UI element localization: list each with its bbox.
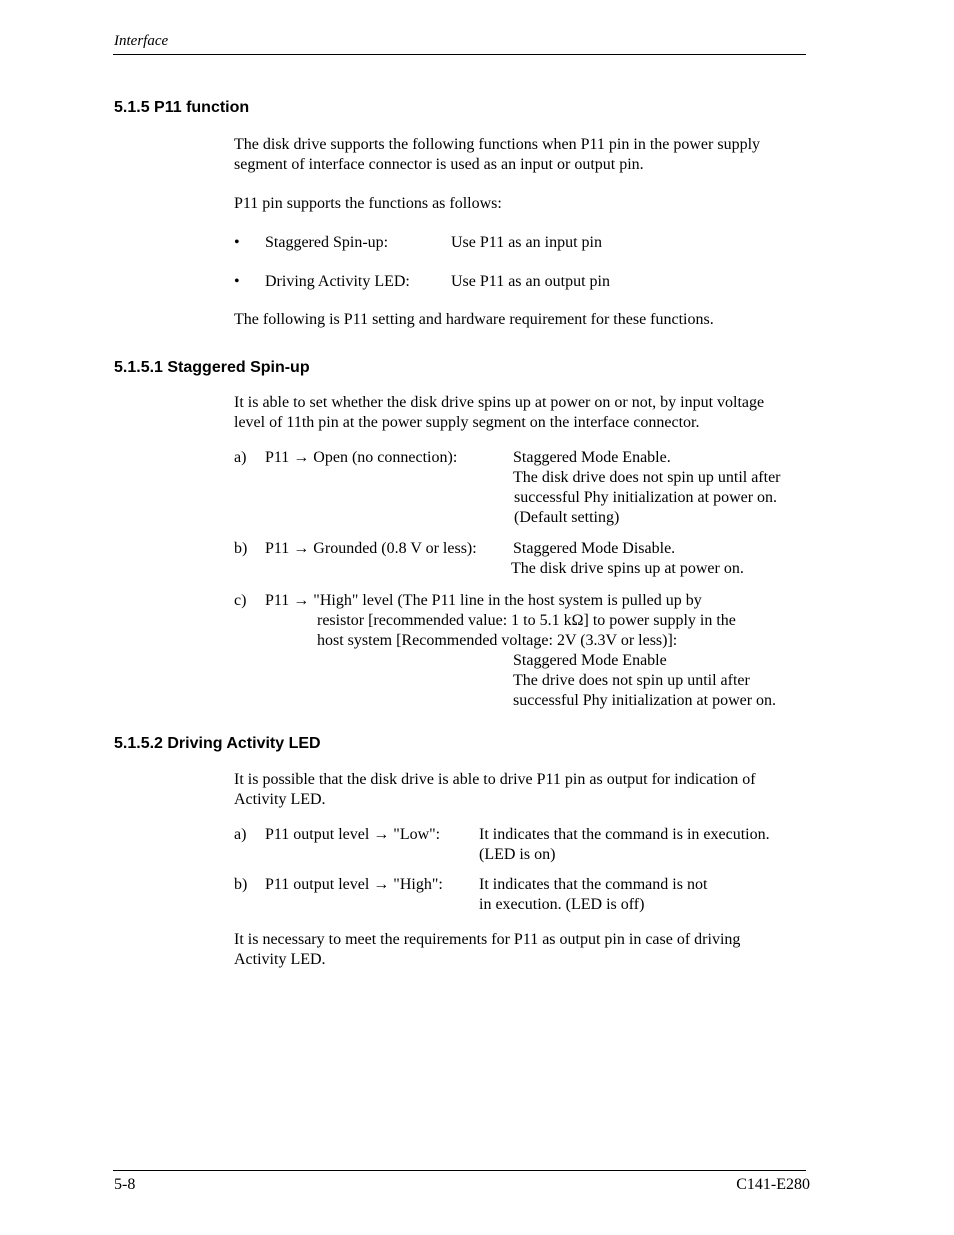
item-description: Staggered Mode Disable.	[513, 540, 676, 557]
bullet-marker: •	[234, 273, 240, 290]
item-condition: resistor [recommended value: 1 to 5.1 kΩ] to power supply in the	[317, 612, 736, 629]
item-marker: b)	[234, 540, 248, 557]
led-heading: 5.1.5.2 Driving Activity LED	[114, 735, 321, 752]
staggered-intro-line-2: level of 11th pin at the power supply segment on the interface connector.	[234, 414, 700, 431]
item-description: It indicates that the command is in execution.	[479, 826, 770, 843]
item-description: It indicates that the command is not	[479, 876, 708, 893]
running-header: Interface	[114, 33, 169, 49]
item-condition: P11 output level → "High":	[265, 876, 443, 893]
item-marker: a)	[234, 449, 247, 466]
function-name: Staggered Spin-up:	[265, 234, 389, 251]
item-description: The disk drive spins up at power on.	[511, 560, 744, 577]
footer-rule	[113, 1170, 806, 1171]
staggered-intro-line-1: It is able to set whether the disk drive spins up at power on or not, by input voltage	[234, 394, 765, 411]
led-closing-line-1: It is necessary to meet the requirements for P11 as output pin in case of driving	[234, 931, 741, 948]
item-condition: P11 → "High" level (The P11 line in the host system is pulled up by	[265, 592, 702, 609]
item-marker: c)	[234, 592, 247, 609]
item-description: (LED is on)	[479, 846, 556, 863]
section-intro-line-1: The disk drive supports the following functions when P11 pin in the power supply	[234, 136, 761, 153]
item-marker: a)	[234, 826, 247, 843]
led-closing-line-2: Activity LED.	[234, 951, 326, 968]
function-name: Driving Activity LED:	[265, 273, 410, 290]
item-description: The drive does not spin up until after	[513, 672, 750, 689]
bullet-marker: •	[234, 234, 240, 251]
item-description: Staggered Mode Enable	[513, 652, 667, 669]
led-intro-line-1: It is possible that the disk drive is able to drive P11 pin as output for indication of	[234, 771, 756, 788]
item-description: successful Phy initialization at power on.	[513, 692, 777, 709]
header-rule	[113, 54, 806, 55]
item-condition: host system [Recommended voltage: 2V (3.3V or less)]:	[317, 632, 678, 649]
staggered-heading: 5.1.5.1 Staggered Spin-up	[114, 359, 310, 376]
item-condition: P11 → Grounded (0.8 V or less):	[265, 540, 477, 557]
led-intro-line-2: Activity LED.	[234, 791, 326, 808]
supports-text: P11 pin supports the functions as follows:	[234, 195, 502, 212]
item-description: The disk drive does not spin up until after	[513, 469, 781, 486]
section-heading: 5.1.5 P11 function	[114, 99, 250, 116]
function-usage: Use P11 as an output pin	[451, 273, 610, 290]
item-condition: P11 output level → "Low":	[265, 826, 441, 843]
page-number: 5-8	[114, 1176, 136, 1193]
document-id: C141-E280	[736, 1176, 810, 1193]
item-marker: b)	[234, 876, 248, 893]
item-description: successful Phy initialization at power on.	[514, 489, 778, 506]
following-text: The following is P11 setting and hardware requirement for these functions.	[234, 311, 714, 328]
function-usage: Use P11 as an input pin	[451, 234, 602, 251]
item-description: (Default setting)	[514, 509, 620, 526]
item-condition: P11 → Open (no connection):	[265, 449, 458, 466]
item-description: Staggered Mode Enable.	[513, 449, 671, 466]
item-description: in execution. (LED is off)	[479, 896, 645, 913]
section-intro-line-2: segment of interface connector is used as an input or output pin.	[234, 156, 644, 173]
